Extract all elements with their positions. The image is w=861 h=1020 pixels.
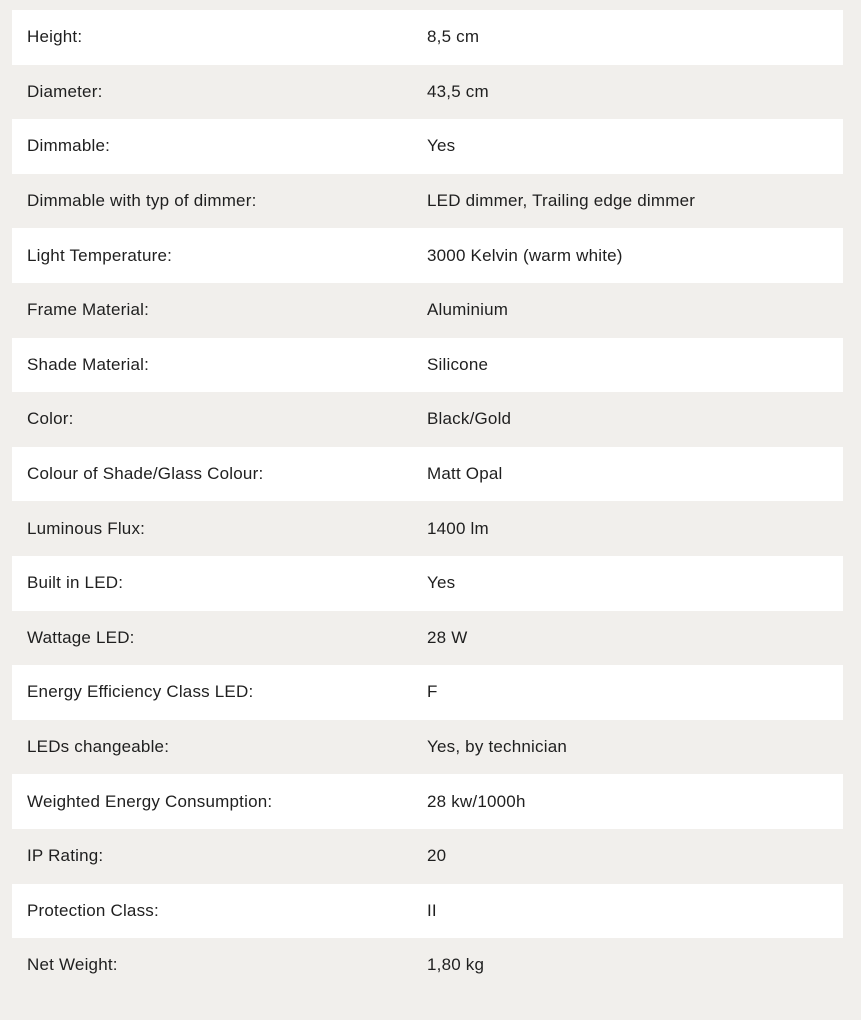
spec-label: Frame Material: [27,300,150,320]
spec-row-protection-class [12,884,843,939]
spec-label: Energy Efficiency Class LED: [27,682,254,702]
specifications-table [12,10,843,993]
spec-row-energy-consumption [12,774,843,829]
spec-label: Shade Material: [27,354,150,374]
spec-label: Weighted Energy Consumption: [27,791,273,811]
spec-label: Height: [27,27,83,47]
spec-row-leds-changeable [12,720,843,775]
spec-row-built-in-led [12,556,843,611]
spec-row-height [12,10,843,65]
spec-value: 28 kw/1000h [427,791,526,811]
spec-label: Wattage LED: [27,627,135,647]
spec-value: 43,5 cm [427,81,489,101]
spec-value: II [427,900,437,920]
spec-value: 3000 Kelvin (warm white) [427,245,623,265]
spec-row-net-weight [12,938,843,993]
spec-label: Colour of Shade/Glass Colour: [27,464,264,484]
spec-label: Dimmable: [27,136,111,156]
spec-value: 28 W [427,627,468,647]
spec-row-luminous-flux [12,501,843,556]
spec-label: Light Temperature: [27,245,173,265]
spec-value: 20 [427,846,447,866]
spec-value: Black/Gold [427,409,512,429]
spec-row-dimmable [12,119,843,174]
spec-row-energy-class [12,665,843,720]
spec-label: IP Rating: [27,846,104,866]
spec-label: Luminous Flux: [27,518,146,538]
spec-label: Diameter: [27,81,103,101]
spec-row-frame-material [12,283,843,338]
spec-value: 1,80 kg [427,955,485,975]
spec-row-shade-material [12,338,843,393]
spec-value: LED dimmer, Trailing edge dimmer [427,191,696,211]
spec-label: Built in LED: [27,573,124,593]
spec-value: F [427,682,438,702]
spec-label: Net Weight: [27,955,118,975]
spec-label: Dimmable with typ of dimmer: [27,191,257,211]
spec-value: Yes [427,573,456,593]
spec-row-color [12,392,843,447]
spec-row-ip-rating [12,829,843,884]
spec-value: 8,5 cm [427,27,480,47]
spec-value: Matt Opal [427,464,503,484]
spec-value: Yes, by technician [427,737,568,757]
spec-label: Protection Class: [27,900,159,920]
spec-row-wattage [12,611,843,666]
spec-row-shade-colour [12,447,843,502]
spec-value: 1400 lm [427,518,489,538]
spec-value: Silicone [427,354,489,374]
spec-row-diameter [12,65,843,120]
spec-label: LEDs changeable: [27,737,170,757]
spec-value: Aluminium [427,300,509,320]
spec-row-light-temperature [12,228,843,283]
spec-value: Yes [427,136,456,156]
spec-label: Color: [27,409,74,429]
spec-row-dimmer-type [12,174,843,229]
